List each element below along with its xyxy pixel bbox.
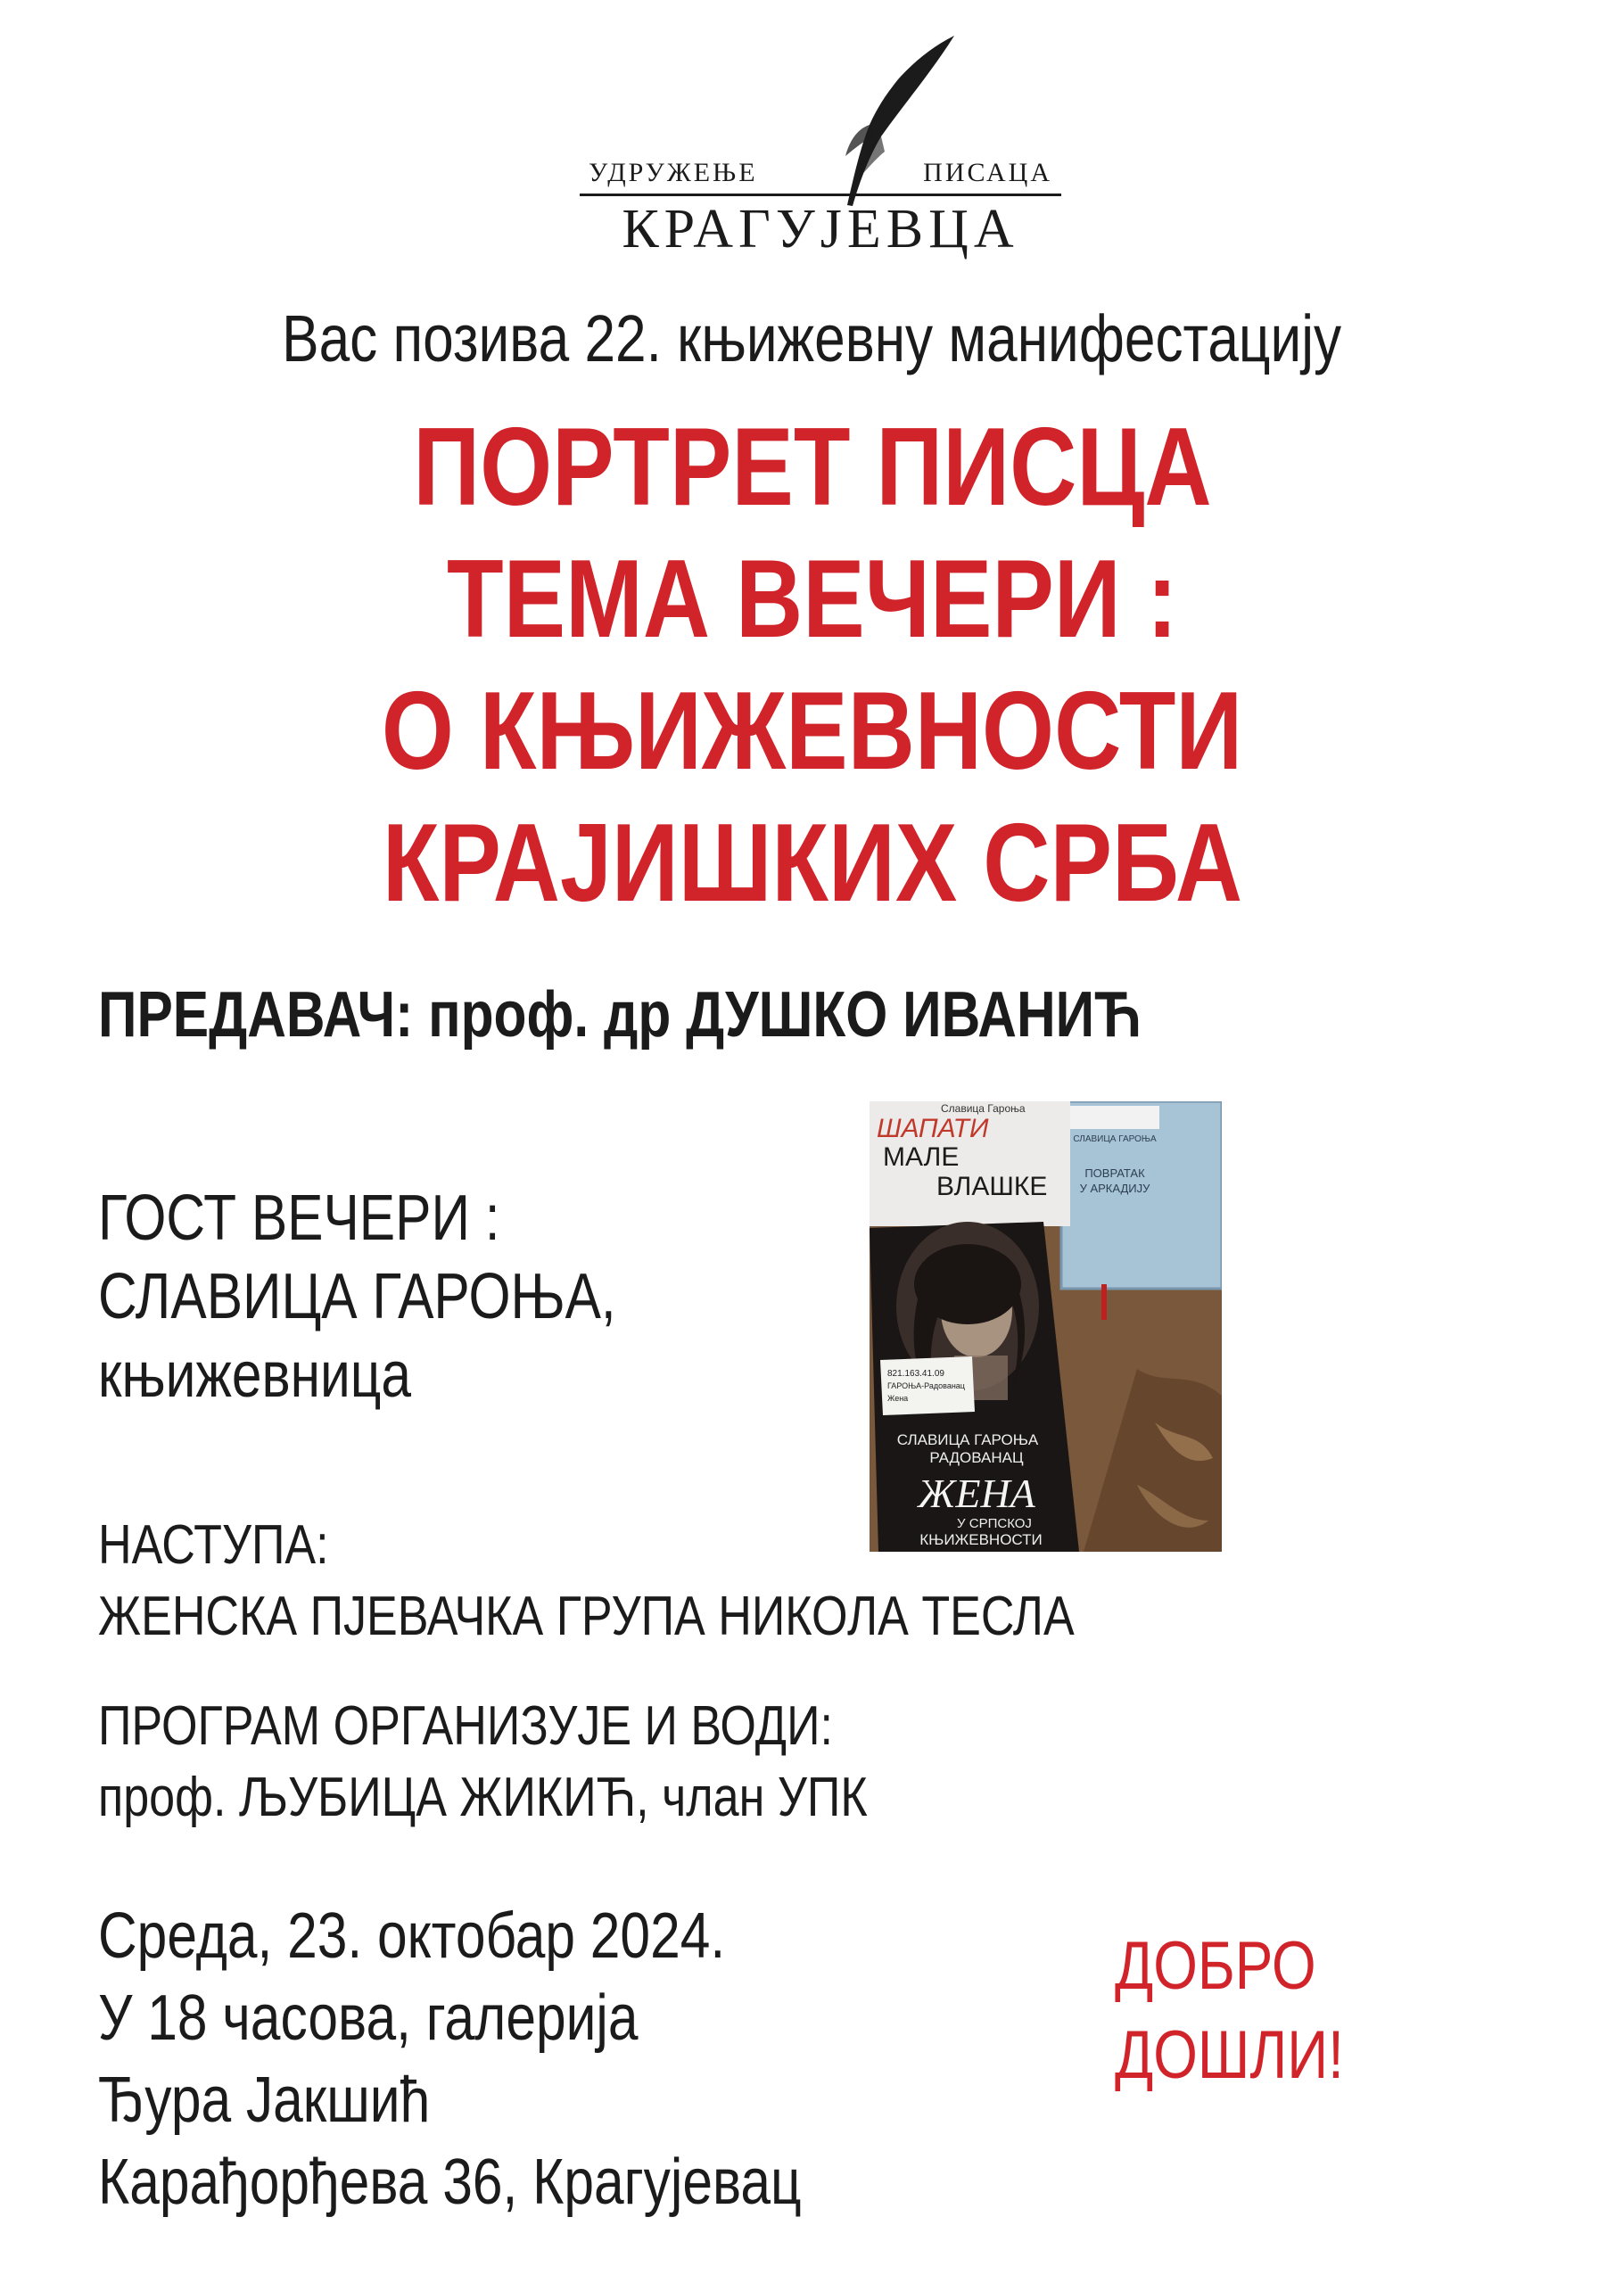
event-gallery: Ђура Јакшић — [98, 2065, 431, 2136]
invite-line — [0, 299, 1624, 379]
welcome-line-2: ДОШЛИ! — [1115, 2017, 1344, 2093]
book-zena-author-2: РАДОВАНАЦ — [929, 1449, 1024, 1466]
headline-line-2: ТЕМА ВЕЧЕРИ : — [446, 538, 1178, 661]
event-address: Карађорђева 36, Крагујевац — [98, 2147, 802, 2218]
book-zena-subtitle-1: У СРПСКОЈ — [957, 1516, 1032, 1531]
association-logo — [571, 31, 1070, 260]
logo-org-top — [589, 158, 1052, 188]
book-sapati-title-2: МАЛЕ — [883, 1142, 960, 1172]
book-sapati-title-3: ВЛАШКЕ — [936, 1172, 1048, 1201]
book-zena-title: ЖЕНА — [918, 1471, 1035, 1516]
program-host: проф. ЉУБИЦА ЖИКИЋ, члан УПК — [98, 1767, 868, 1828]
book-povratak-title-2: У АРКАДИЈУ — [1079, 1182, 1150, 1195]
performers-name: ЖЕНСКА ПЈЕВАЧКА ГРУПА НИКОЛА ТЕСЛА — [98, 1586, 1075, 1647]
event-date: Среда, 23. октобар 2024. — [98, 1900, 726, 1972]
book-covers-photo — [870, 1101, 1222, 1552]
lecturer-line — [98, 975, 1340, 1055]
event-headline — [0, 401, 1624, 929]
event-time: У 18 часова, галерија — [98, 1982, 639, 2054]
headline-line-3: О КЊИЖЕВНОСТИ — [381, 670, 1243, 793]
book-label-word: Жена — [887, 1394, 909, 1403]
guest-line-3: књижевница — [98, 1339, 412, 1411]
book-povratak — [1061, 1101, 1222, 1289]
book-zena-subtitle-2: КЊИЖЕВНОСТИ — [919, 1531, 1043, 1548]
book-label-code: 821.163.41.09 — [887, 1369, 944, 1379]
logo-org-main: КРАГУЈЕВЦА — [580, 194, 1061, 257]
program-block — [98, 1691, 1014, 1834]
invite-text: Вас позива 22. књижевну манифестацију — [282, 301, 1342, 375]
book-sapati-title-1: ШАПАТИ — [877, 1114, 989, 1143]
logo-org-word-2: ПИСАЦА — [923, 158, 1052, 187]
guest-block — [98, 1179, 714, 1414]
logo-org-word-1: УДРУЖЕЊЕ — [589, 158, 758, 187]
book-zena-author-1: СЛАВИЦА ГАРОЊА — [896, 1431, 1039, 1448]
guest-line-1: ГОСТ ВЕЧЕРИ : — [98, 1183, 500, 1254]
welcome-block — [1115, 1922, 1388, 2100]
headline-line-4: КРАЈИШКИХ СРБА — [382, 802, 1242, 925]
book-label-name: ГАРОЊА-Радованац — [887, 1381, 965, 1390]
guest-line-2: СЛАВИЦА ГАРОЊА, — [98, 1261, 616, 1332]
book-sapati-author: Славица Гароња — [941, 1102, 1026, 1115]
performers-block — [98, 1510, 1260, 1652]
program-heading: ПРОГРАМ ОРГАНИЗУЈЕ И ВОДИ: — [98, 1695, 833, 1757]
welcome-line-1: ДОБРО — [1115, 1928, 1316, 2004]
book-povratak-author: СЛАВИЦА ГАРОЊА — [1073, 1134, 1157, 1144]
date-venue-block — [98, 1895, 936, 2223]
performers-heading: НАСТУПА: — [98, 1514, 329, 1576]
book-povratak-title-1: ПОВРАТАК — [1084, 1166, 1145, 1180]
headline-line-1: ПОРТРЕТ ПИСЦА — [412, 406, 1212, 529]
lecturer-text: ПРЕДАВАЧ: проф. др ДУШКО ИВАНИЋ — [98, 979, 1142, 1051]
